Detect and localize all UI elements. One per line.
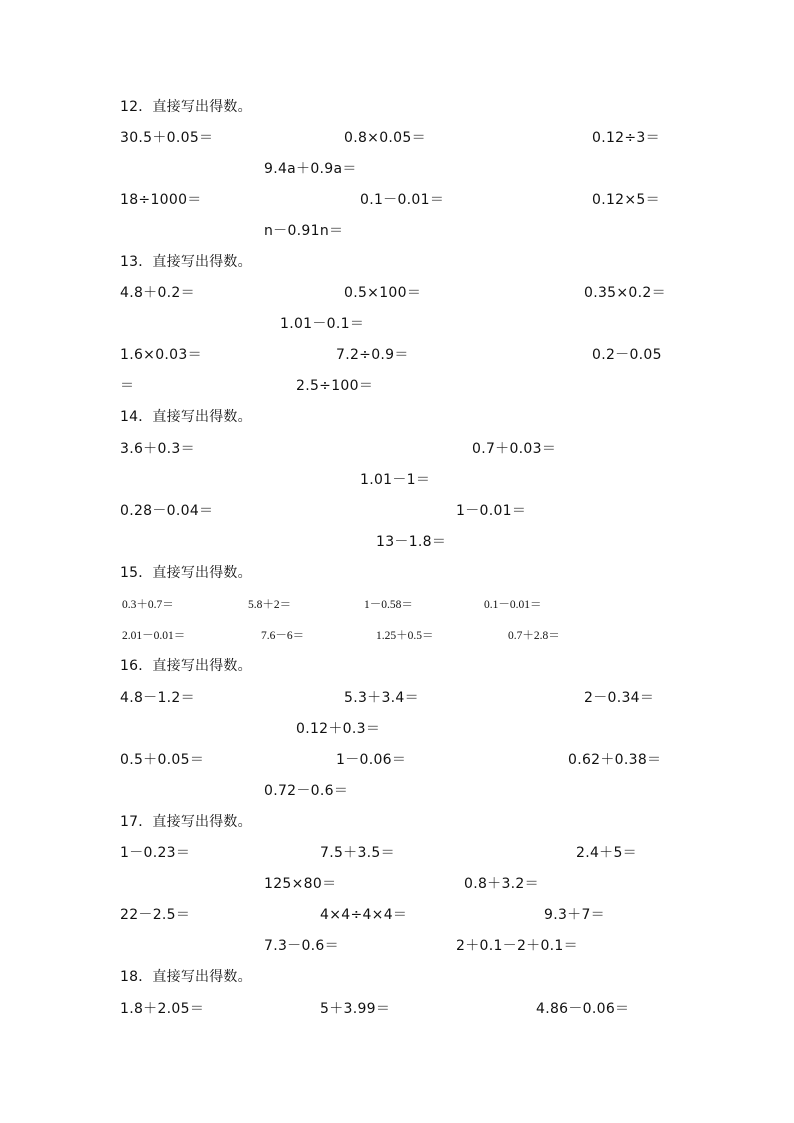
problem: 0.12＋0.3＝ xyxy=(296,721,381,737)
problem: 0.1－0.01＝ xyxy=(360,192,445,208)
problem: 0.35×0.2＝ xyxy=(584,285,666,301)
section-heading-14: 14．直接写出得数。 xyxy=(120,409,252,425)
problem: 9.4a＋0.9a＝ xyxy=(264,161,357,177)
problem: 0.62＋0.38＝ xyxy=(568,752,662,768)
problem: 7.3－0.6＝ xyxy=(264,938,339,954)
problem: 1－0.23＝ xyxy=(120,845,191,861)
problem: n－0.91n＝ xyxy=(264,223,344,239)
problem: 0.3＋0.7＝ xyxy=(122,599,174,611)
problem: 7.5＋3.5＝ xyxy=(320,845,395,861)
problem: 5.8＋2＝ xyxy=(248,599,292,611)
problem: 7.6－6＝ xyxy=(261,630,305,642)
section-heading-17: 17．直接写出得数。 xyxy=(120,814,252,830)
problem: 13－1.8＝ xyxy=(376,534,447,550)
problem: 0.28－0.04＝ xyxy=(120,503,214,519)
problem: 0.8×0.05＝ xyxy=(344,130,426,146)
section-heading-13: 13．直接写出得数。 xyxy=(120,254,252,270)
problem: 5＋3.99＝ xyxy=(320,1001,391,1017)
problem: 0.72－0.6＝ xyxy=(264,783,349,799)
problem: 4.86－0.06＝ xyxy=(536,1001,630,1017)
problem: 4.8＋0.2＝ xyxy=(120,285,195,301)
problem: 2＋0.1－2＋0.1＝ xyxy=(456,938,578,954)
section-heading-18: 18．直接写出得数。 xyxy=(120,969,252,985)
problem: ＝ xyxy=(120,378,135,394)
section-heading-16: 16．直接写出得数。 xyxy=(120,658,252,674)
problem: 1－0.06＝ xyxy=(336,752,407,768)
problem: 3.6＋0.3＝ xyxy=(120,441,195,457)
problem: 1.25＋0.5＝ xyxy=(376,630,434,642)
problem: 1.01－1＝ xyxy=(360,472,431,488)
problem: 1.01－0.1＝ xyxy=(280,316,365,332)
problem: 0.8＋3.2＝ xyxy=(464,876,539,892)
problem: 5.3＋3.4＝ xyxy=(344,690,419,706)
section-heading-12: 12．直接写出得数。 xyxy=(120,99,252,115)
problem: 2.4＋5＝ xyxy=(576,845,637,861)
problem: 9.3＋7＝ xyxy=(544,907,605,923)
problem: 2.01－0.01＝ xyxy=(122,630,186,642)
problem: 4×4÷4×4＝ xyxy=(320,907,408,923)
problem: 0.2－0.05 xyxy=(592,347,662,363)
problem: 125×80＝ xyxy=(264,876,337,892)
problem: 1.8＋2.05＝ xyxy=(120,1001,205,1017)
problem: 1－0.58＝ xyxy=(364,599,413,611)
problem: 0.12×5＝ xyxy=(592,192,660,208)
problem: 22－2.5＝ xyxy=(120,907,191,923)
problem: 1.6×0.03＝ xyxy=(120,347,202,363)
problem: 2.5÷100＝ xyxy=(296,378,374,394)
problem: 7.2÷0.9＝ xyxy=(336,347,409,363)
problem: 0.12÷3＝ xyxy=(592,130,660,146)
problem: 1－0.01＝ xyxy=(456,503,527,519)
problem: 2－0.34＝ xyxy=(584,690,655,706)
problem: 18÷1000＝ xyxy=(120,192,202,208)
problem: 0.1－0.01＝ xyxy=(484,599,542,611)
problem: 0.7＋0.03＝ xyxy=(472,441,557,457)
problem: 0.5×100＝ xyxy=(344,285,422,301)
problem: 30.5＋0.05＝ xyxy=(120,130,214,146)
section-heading-15: 15．直接写出得数。 xyxy=(120,565,252,581)
problem: 4.8－1.2＝ xyxy=(120,690,195,706)
problem: 0.5＋0.05＝ xyxy=(120,752,205,768)
problem: 0.7＋2.8＝ xyxy=(508,630,560,642)
